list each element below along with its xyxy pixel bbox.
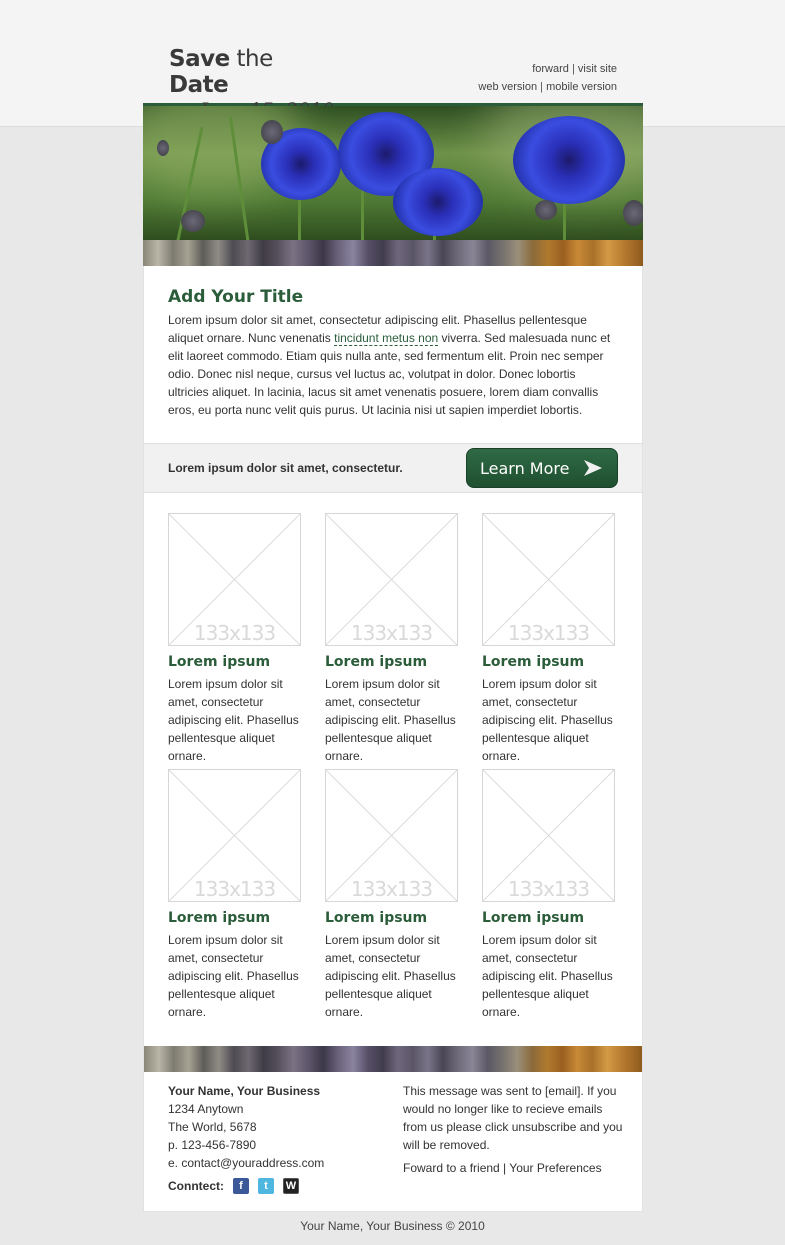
image-placeholder — [168, 769, 301, 902]
card-text: Lorem ipsum dolor sit amet, consectetur adipiscing elit. Phasellus pellentesque aliquet ornare. — [482, 677, 613, 763]
separator: | — [537, 81, 547, 93]
placeholder-size-label: 133x133 — [507, 877, 590, 901]
email-header — [143, 0, 643, 103]
footer-address1: 1234 Anytown — [168, 1102, 244, 1116]
image-placeholder — [168, 513, 301, 646]
separator: | — [568, 63, 578, 75]
separator: | — [499, 1161, 510, 1175]
image-placeholder — [482, 769, 615, 902]
card-title: Lorem ipsum — [325, 910, 428, 926]
cta-bar — [144, 443, 642, 493]
card-text: Lorem ipsum dolor sit amet, consectetur adipiscing elit. Phasellus pellentesque aliquet ornare. — [325, 933, 456, 1019]
footer-links — [403, 1159, 623, 1177]
card-text: Lorem ipsum dolor sit amet, consectetur adipiscing elit. Phasellus pellentesque aliquet ornare. — [168, 677, 299, 763]
stripe-divider — [143, 240, 643, 266]
footer-notice — [403, 1082, 623, 1177]
intro-section — [144, 266, 642, 443]
copyright: Your Name, Your Business © 2010 — [300, 1219, 485, 1233]
facebook-icon[interactable]: f — [233, 1178, 249, 1194]
unsubscribe-message: This message was sent to [email]. If you would no longer like to recieve emails from us please click unsubscribe and you will be removed. — [403, 1084, 623, 1152]
footer-address2: The World, 5678 — [168, 1120, 257, 1134]
card-title: Lorem ipsum — [168, 654, 271, 670]
intro-text — [168, 311, 618, 419]
stripe-divider — [144, 1046, 642, 1072]
forward-to-friend-link[interactable]: Foward to a friend — [403, 1161, 500, 1175]
title-save: Save — [169, 46, 230, 72]
hero-flowers-image — [143, 106, 643, 240]
card-text: Lorem ipsum dolor sit amet, consectetur adipiscing elit. Phasellus pellentesque aliquet ornare. — [482, 933, 613, 1019]
placeholder-size-label: 133x133 — [507, 621, 590, 645]
content-body — [143, 266, 643, 1212]
forward-link[interactable]: forward — [532, 63, 569, 75]
card-title: Lorem ipsum — [325, 654, 428, 670]
footer-email: e. contact@youraddress.com — [168, 1156, 325, 1170]
intro-title: Add Your Title — [168, 287, 304, 307]
wordpress-icon[interactable]: W — [283, 1178, 299, 1194]
image-placeholder — [325, 769, 458, 902]
image-placeholder — [482, 513, 615, 646]
title-date: Date — [169, 72, 229, 98]
preferences-link[interactable]: Your Preferences — [509, 1161, 602, 1175]
email-container — [143, 0, 643, 1212]
card-text: Lorem ipsum dolor sit amet, consectetur adipiscing elit. Phasellus pellentesque aliquet ornare. — [168, 933, 299, 1019]
feature-card — [325, 513, 460, 765]
footer-contact — [168, 1082, 324, 1195]
feature-card — [482, 513, 617, 765]
learn-more-label: Learn More — [480, 458, 570, 478]
placeholder-size-label: 133x133 — [350, 621, 433, 645]
feature-card — [168, 769, 303, 1021]
placeholder-size-label: 133x133 — [193, 621, 276, 645]
feature-card — [168, 513, 303, 765]
card-title: Lorem ipsum — [482, 654, 585, 670]
footer-phone: p. 123-456-7890 — [168, 1138, 257, 1152]
top-links — [478, 60, 617, 96]
image-placeholder — [325, 513, 458, 646]
card-title: Lorem ipsum — [168, 910, 271, 926]
placeholder-size-label: 133x133 — [193, 877, 276, 901]
connect-row — [168, 1177, 324, 1195]
footer — [144, 1072, 642, 1212]
intro-inline-link[interactable]: tincidunt metus non — [334, 331, 439, 345]
cta-text: Lorem ipsum dolor sit amet, consectetur. — [168, 461, 403, 475]
save-the-date-title — [169, 46, 334, 98]
card-text: Lorem ipsum dolor sit amet, consectetur adipiscing elit. Phasellus pellentesque aliquet ornare. — [325, 677, 456, 763]
intro-text-part: viverra. Sed malesuada nunc et elit laoreet commodo. Etiam quis nulla ante, sed fermentum elit. Proin nec semper odio. Donec nisl neque, cursus vel luctus ac, volutpat in dolor. Donec lobortis ultricies aliquet. In lacinia, lacus sit amet venenatis posuere, lorem diam convallis eros, eu porta nunc velit quis purus. Ut lacinia nisi ut sapien imperdiet lobortis. — [168, 331, 611, 417]
connect-label: Conntect: — [168, 1179, 224, 1193]
card-grid — [144, 493, 642, 1046]
arrow-right-icon — [583, 459, 603, 477]
feature-card — [482, 769, 617, 1021]
placeholder-size-label: 133x133 — [350, 877, 433, 901]
title-the: the — [229, 46, 273, 72]
twitter-icon[interactable]: t — [258, 1178, 274, 1194]
footer-business: Your Name, Your Business — [168, 1084, 321, 1098]
intro-text-part: Lorem ipsum dolor sit amet, consectetur adipiscing elit. Phasellus pellentesque aliquet ornare. Nunc venenatis — [168, 313, 587, 345]
card-title: Lorem ipsum — [482, 910, 585, 926]
mobile-version-link[interactable]: mobile version — [546, 81, 617, 93]
visit-site-link[interactable]: visit site — [577, 63, 617, 75]
feature-card — [325, 769, 460, 1021]
web-version-link[interactable]: web version — [478, 81, 538, 93]
learn-more-button[interactable] — [466, 448, 618, 488]
